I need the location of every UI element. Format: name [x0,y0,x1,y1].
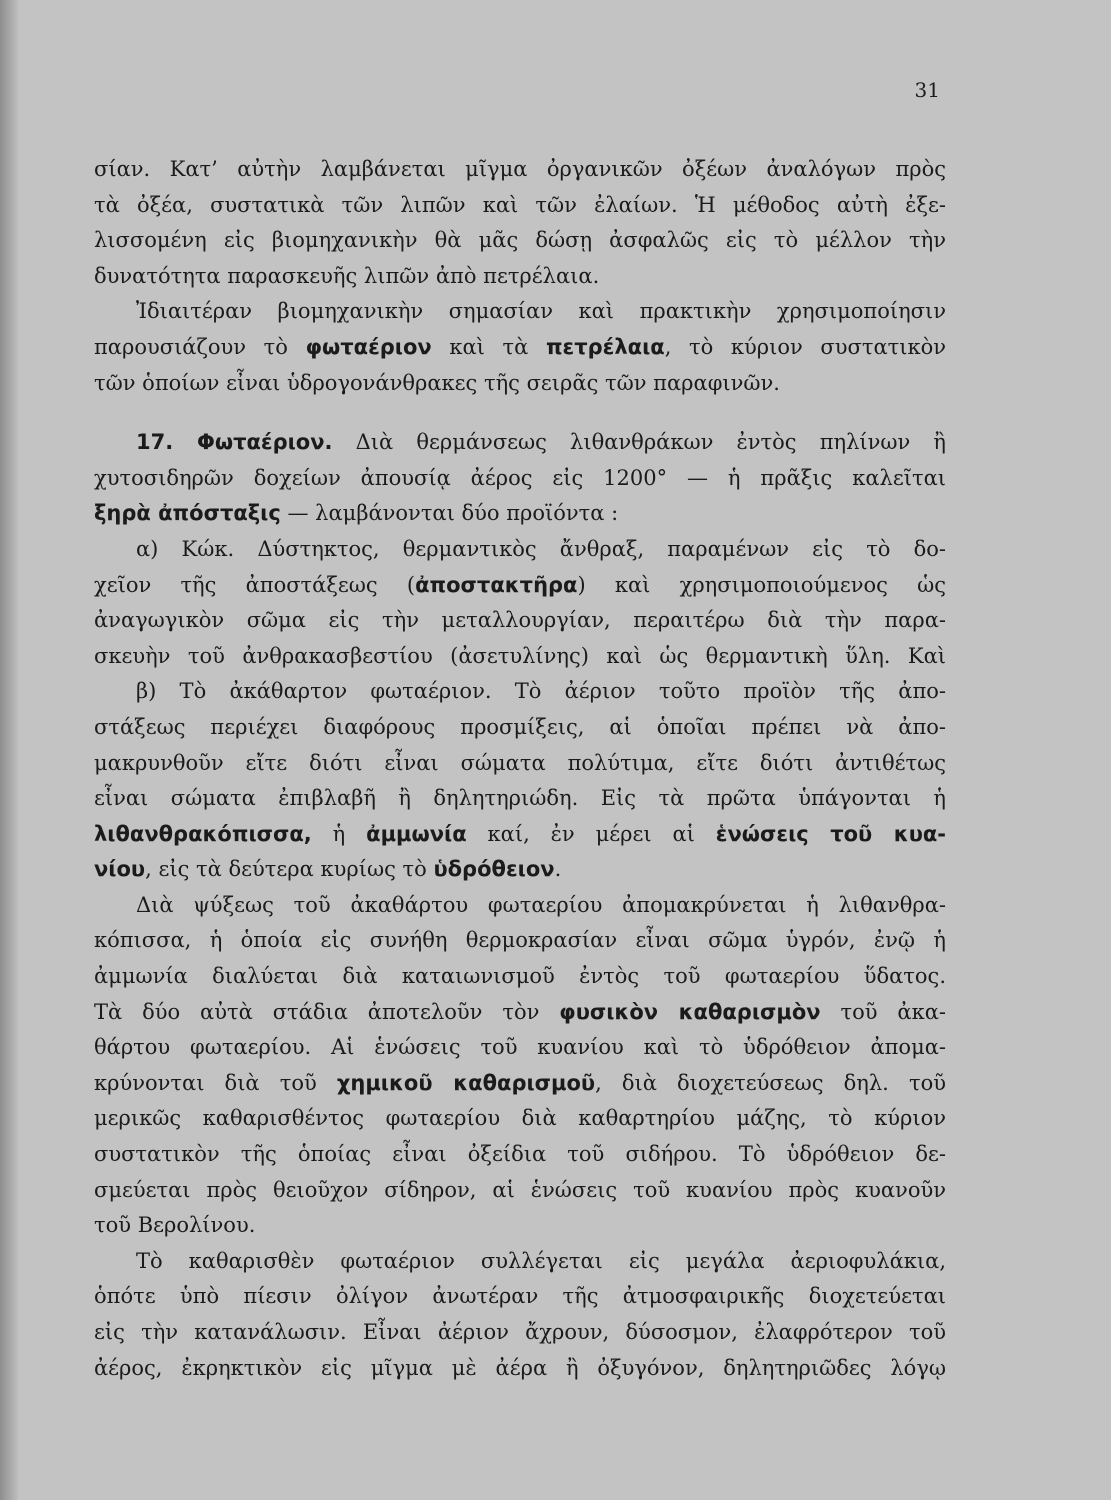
text-segment: παρουσιάζουν τὸ [94,334,306,359]
bold-term: ὑδρόθειον [433,857,555,882]
text-segment: μερικῶς καθαρισθέντος φωταερίου διὰ καθαρτηρίου μάζης, τὸ κύριον [94,1106,946,1131]
text-line [94,817,946,853]
text-segment: καὶ τὰ [431,334,546,359]
body-text [94,152,946,1386]
text-segment: σκευὴν τοῦ ἀνθρακασβεστίου (ἀσετυλίνης) καὶ ὡς θερμαντικὴ ὕλη. Καὶ [94,643,946,668]
text-segment: ἀμμωνία διαλύεται διὰ καταιωνισμοῦ ἐντὸς τοῦ φωταερίου ὕδατος. [94,964,946,989]
page-number: 31 [914,78,940,102]
text-line [94,568,946,604]
section-heading: 17. Φωταέριον. [136,430,333,455]
text-line [94,496,946,532]
text-line [94,781,946,817]
text-line [94,330,946,366]
text-segment: β) Τὸ ἀκάθαρτον φωταέριον. Τὸ ἀέριον τοῦτο προϊὸν τῆς ἀπο- [136,679,946,704]
text-segment: καί, ἐν μέρει αἱ [466,821,716,846]
text-line: λισσομένη εἰς βιομηχανικὴν θὰ μᾶς δώσῃ ἀσφαλῶς εἰς τὸ μέλλον τὴν [94,228,946,253]
text-line [94,995,946,1031]
bold-term: ξηρὰ ἀπόσταξις [94,501,281,526]
bold-term: νίου [94,857,146,882]
text-segment: τοῦ ἀκα- [820,999,946,1024]
text-segment: , τὸ κύριον συστατικὸν [664,334,947,359]
text-segment: Διὰ ψύξεως τοῦ ἀκαθάρτου φωταερίου ἀπομακρύνεται ἡ λιθανθρα- [136,892,946,917]
text-line [94,1030,946,1066]
bold-term: φυσικὸν καθαρισμὸν [559,999,821,1024]
text-segment: ἡ [311,821,367,846]
text-segment: , εἰς τὰ δεύτερα κυρίως τὸ [145,857,434,882]
text-segment: χεῖον τῆς ἀποστάξεως ( [94,572,416,597]
text-segment: . [554,857,562,882]
text-segment: α) Κώκ. Δύστηκτος, θερμαντικὸς ἄνθραξ, παραμένων εἰς τὸ δο- [136,536,946,561]
text-line [94,959,946,995]
text-line [94,923,946,959]
text-segment: , διὰ διοχετεύσεως δηλ. τοῦ [595,1070,946,1095]
text-segment: σμεύεται πρὸς θειοῦχον σίδηρον, αἱ ἑνώσεις τοῦ κυανίου πρὸς κυανοῦν [94,1177,946,1202]
text-line [94,852,946,888]
text-segment: ἀέρος, ἐκρηκτικὸν εἰς μῖγμα μὲ ἀέρα ἢ ὀξυγόνον, δηλητηριῶδες λόγῳ [94,1355,946,1380]
text-line [94,710,946,746]
text-line [94,888,946,924]
text-segment: θάρτου φωταερίου. Αἱ ἑνώσεις τοῦ κυανίου καὶ τὸ ὑδρόθειον ἀπομα- [94,1035,946,1060]
text-line [94,294,946,330]
text-line [94,1173,946,1209]
text-segment: ὁπότε ὑπὸ πίεσιν ὀλίγον ἀνωτέραν τῆς ἀτμοσφαιρικῆς διοχετεύεται [94,1284,946,1309]
text-segment: χυτοσιδηρῶν δοχείων ἀπουσίᾳ ἀέρος εἰς 1200° — ἡ πρᾶξις καλεῖται [94,465,946,490]
bold-term: πετρέλαια [545,334,665,359]
text-segment: Τὸ καθαρισθὲν φωταέριον συλλέγεται εἰς μεγάλα ἀεριοφυλάκια, [136,1248,946,1273]
text-segment: — λαμβάνονται δύο προϊόντα : [280,501,619,526]
bold-term: ἀμμωνία [366,821,467,846]
text-line: δυνατότητα παρασκευῆς λιπῶν ἀπὸ πετρέλαια. [94,263,600,288]
text-segment: κρύνονται διὰ τοῦ [94,1070,337,1095]
text-segment: μακρυνθοῦν εἴτε διότι εἶναι σώματα πολύτιμα, εἴτε διότι ἀντιθέτως [94,750,946,775]
text-line [94,1315,946,1351]
text-line [94,603,946,639]
bold-term: ἀποστακτῆρα [415,572,578,597]
text-line [94,1066,946,1102]
bold-term: ἑνώσεις τοῦ κυα- [715,821,947,846]
bold-term: φωταέριον [305,334,432,359]
text-line: σίαν. Κατ’ αὐτὴν λαμβάνεται μῖγμα ὀργανικῶν ὀξέων ἀναλόγων πρὸς [94,157,946,181]
text-line [94,1208,946,1244]
text-segment: συστατικὸν τῆς ὁποίας εἶναι ὀξείδια τοῦ σιδήρου. Τὸ ὑδρόθειον δε- [94,1142,946,1167]
text-line [94,1101,946,1137]
text-line [94,1244,946,1280]
text-line [94,639,946,675]
text-segment: εἰς τὴν κατανάλωσιν. Εἶναι ἀέριον ἄχρουν, δύσοσμον, ἐλαφρότερον τοῦ [94,1320,946,1344]
text-segment: τῶν ὁποίων εἶναι ὑδρογονάνθρακες τῆς σειρᾶς τῶν παραφινῶν. [94,370,780,395]
text-line [94,1279,946,1315]
text-segment: Διὰ θερμάνσεως λιθανθράκων ἐντὸς πηλίνων ἢ [332,430,946,455]
text-line [94,1137,946,1173]
text-line [94,532,946,568]
text-segment: ἀναγωγικὸν σῶμα εἰς τὴν μεταλλουργίαν, περαιτέρω διὰ τὴν παρα- [94,608,946,633]
text-segment: κόπισσα, ἡ ὁποία εἰς συνήθη θερμοκρασίαν εἶναι σῶμα ὑγρόν, ἐνῷ ἡ [94,928,946,953]
text-segment: Τὰ δύο αὐτὰ στάδια ἀποτελοῦν τὸν [94,999,560,1024]
text-segment: Ἰδιαιτέραν βιομηχανικὴν σημασίαν καὶ πρακτικὴν χρησιμοποίησιν [136,299,946,324]
page-binding-edge [0,0,18,1500]
text-line [94,1351,946,1387]
section-heading-line [94,425,946,461]
text-line: τὰ ὀξέα, συστατικὰ τῶν λιπῶν καὶ τῶν ἐλαίων. Ἡ μέθοδος αὐτὴ ἐξε- [94,192,946,217]
text-segment: στάξεως περιέχει διαφόρους προσμίξεις, αἱ ὁποῖαι πρέπει νὰ ἀπο- [94,714,946,739]
bold-term: χημικοῦ καθαρισμοῦ [336,1070,596,1095]
text-line [94,366,946,402]
text-line [94,746,946,782]
bold-term: λιθανθρακόπισσα, [94,821,312,846]
text-line [94,674,946,710]
text-segment: ) καὶ χρησιμοποιούμενος ὡς [577,572,946,597]
text-segment: τοῦ Βερολίνου. [94,1213,256,1238]
text-segment: εἶναι σώματα ἐπιβλαβῆ ἢ δηλητηριώδη. Εἰς τὰ πρῶτα ὑπάγονται ἡ [94,786,946,811]
text-line [94,461,946,497]
